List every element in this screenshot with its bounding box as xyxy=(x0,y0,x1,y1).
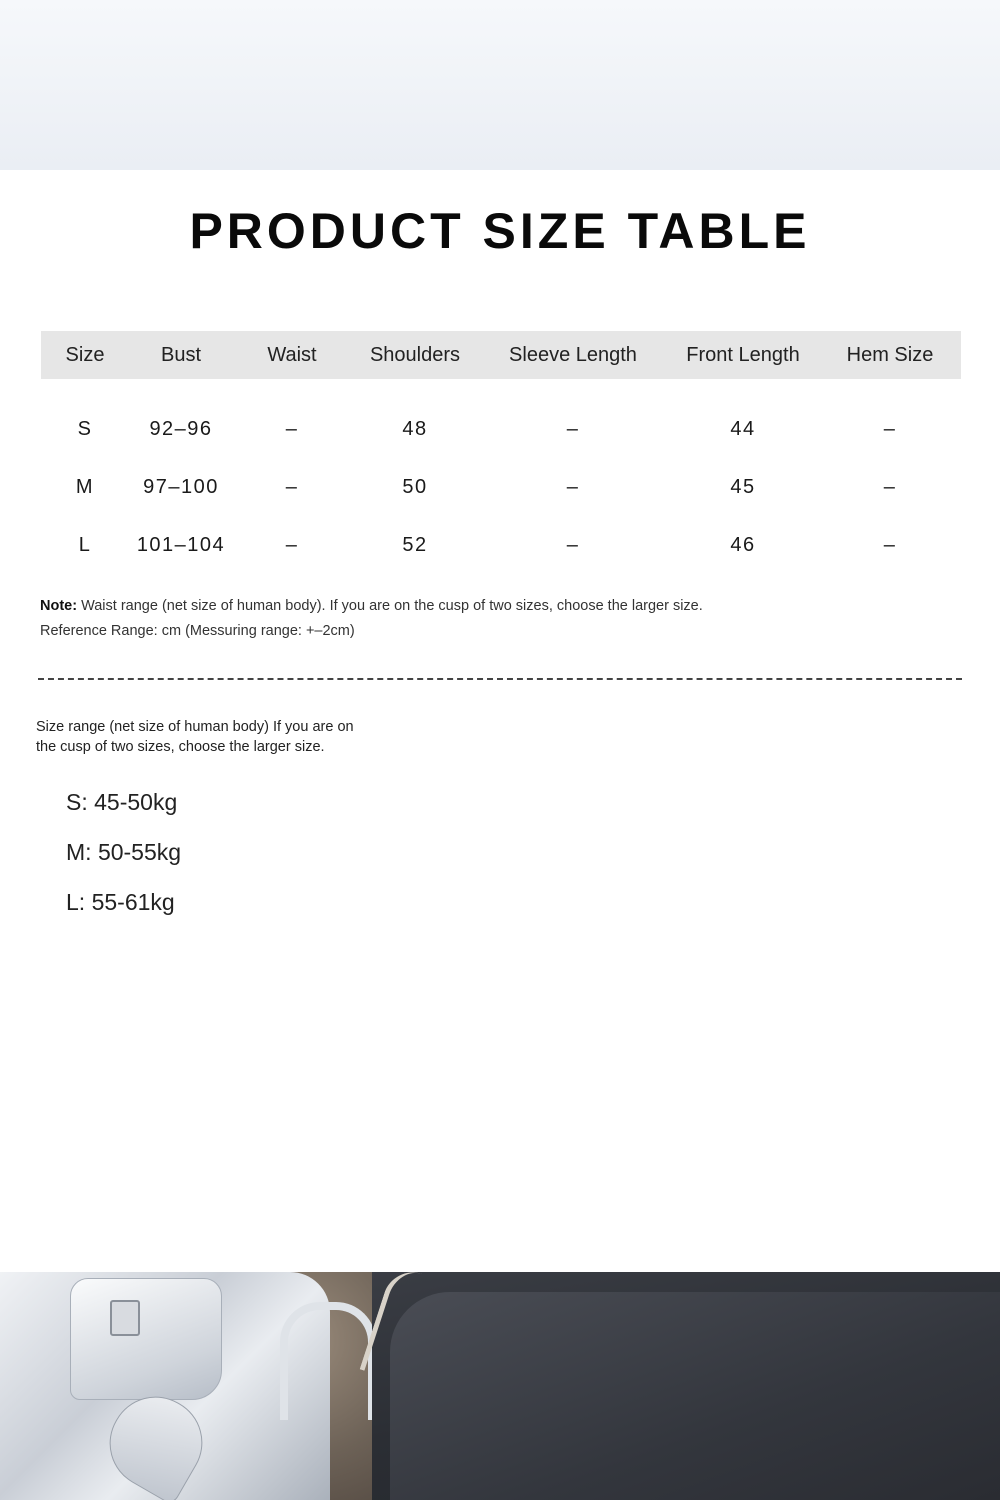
table-cell: 97–100 xyxy=(143,475,219,498)
header-front-length: Front Length xyxy=(686,343,800,366)
note-line-2: Reference Range: cm (Messuring range: +–2cm) xyxy=(40,623,355,639)
garment-fold xyxy=(390,1292,1000,1500)
bag-clasp-icon xyxy=(110,1300,140,1336)
page-title: PRODUCT SIZE TABLE xyxy=(189,203,811,259)
top-product-photo xyxy=(0,0,1000,170)
weight-item-l: L: 55-61kg xyxy=(66,889,175,915)
header-waist: Waist xyxy=(267,343,317,366)
table-cell: – xyxy=(285,533,299,556)
table-cell: 48 xyxy=(402,417,428,440)
header-size: Size xyxy=(65,343,105,366)
dashed-divider xyxy=(38,678,962,680)
size-range-note: Size range (net size of human body) If you are on the cusp of two sizes, choose the larger size. xyxy=(36,719,354,755)
table-cell: 101–104 xyxy=(136,533,226,556)
header-hem-size: Hem Size xyxy=(846,343,934,366)
size-chart-card xyxy=(0,170,1000,1272)
table-cell: 44 xyxy=(730,417,756,440)
bottom-product-photo xyxy=(0,1272,1000,1500)
weight-item-m: M: 50-55kg xyxy=(66,839,182,865)
table-row xyxy=(41,400,961,458)
table-row xyxy=(41,458,961,516)
table-cell: – xyxy=(883,417,897,440)
note-text: Waist range (net size of human body). If you are on the cusp of two sizes, choose the larger size. xyxy=(81,598,703,614)
table-cell: – xyxy=(285,417,299,440)
note-label: Note: xyxy=(40,598,78,614)
table-cell: L xyxy=(78,533,92,556)
bag-flap xyxy=(70,1278,222,1400)
note-line-1 xyxy=(40,594,703,619)
table-cell: – xyxy=(883,533,897,556)
table-cell: 92–96 xyxy=(149,417,213,440)
weight-item-s: S: 45-50kg xyxy=(66,789,178,815)
table-cell: – xyxy=(566,417,580,440)
table-cell: – xyxy=(566,533,580,556)
table-cell: 46 xyxy=(730,533,756,556)
table-row xyxy=(41,516,961,574)
header-bust: Bust xyxy=(160,343,202,366)
table-header-row xyxy=(41,331,961,379)
measurement-note xyxy=(40,594,703,644)
table-cell: – xyxy=(285,475,299,498)
header-shoulders: Shoulders xyxy=(369,343,461,366)
size-table xyxy=(41,331,961,574)
table-cell: 50 xyxy=(402,475,428,498)
table-cell: M xyxy=(75,475,95,498)
table-cell: S xyxy=(77,417,93,440)
weight-list xyxy=(66,787,181,937)
header-sleeve-length: Sleeve Length xyxy=(509,343,637,366)
table-cell: 52 xyxy=(402,533,428,556)
table-cell: – xyxy=(566,475,580,498)
table-cell: – xyxy=(883,475,897,498)
table-cell: 45 xyxy=(730,475,756,498)
